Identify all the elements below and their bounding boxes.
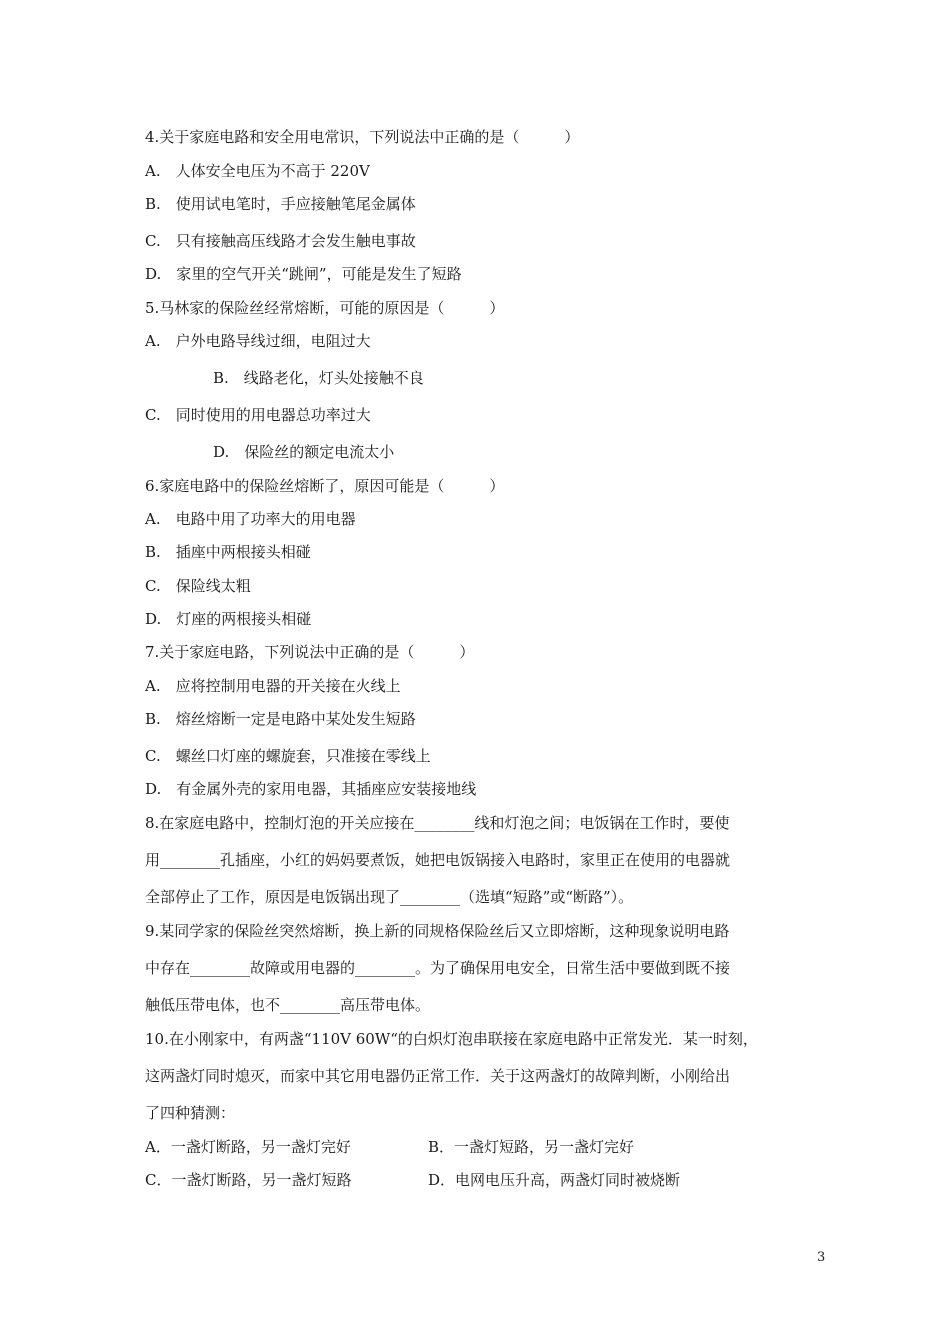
q5-option-d: D. 保险丝的额定电流太小	[213, 443, 395, 461]
q4-option-c: C. 只有接触高压线路才会发生触电事故	[145, 232, 416, 250]
q10-option-d: D．电网电压升高，两盏灯同时被烧断	[428, 1171, 681, 1189]
q5-option-a: A. 户外电路导线过细，电阻过大	[145, 332, 371, 350]
q8-line-1: 8.在家庭电路中，控制灯泡的开关应接在________线和灯泡之间；电饭锅在工作时，要使	[145, 814, 730, 832]
q9-line-1: 9.某同学家的保险丝突然熔断，换上新的同规格保险丝后又立即熔断，这种现象说明电路	[145, 922, 730, 940]
q6-option-d: D. 灯座的两根接头相碰	[145, 610, 312, 628]
q5-stem: 5.马林家的保险丝经常熔断，可能的原因是（ ）	[145, 299, 505, 317]
q10-line-2: 这两盏灯同时熄灭，而家中其它用电器仍正常工作．关于这两盏灯的故障判断，小刚给出	[145, 1067, 731, 1085]
q5-option-c: C. 同时使用的用电器总功率过大	[145, 406, 371, 424]
q7-option-b: B. 熔丝熔断一定是电路中某处发生短路	[145, 710, 416, 728]
q4-option-a: A. 人体安全电压为不高于 220V	[145, 162, 370, 180]
q8-line-3: 全部停止了工作，原因是电饭锅出现了________（选填“短路”或“断路”）。	[145, 888, 634, 906]
q6-option-b: B. 插座中两根接头相碰	[145, 543, 311, 561]
q8-line-2: 用________孔插座，小红的妈妈要煮饭，她把电饭锅接入电路时，家里正在使用的电器就	[145, 851, 731, 869]
q7-option-a: A. 应将控制用电器的开关接在火线上	[145, 677, 401, 695]
q7-stem: 7.关于家庭电路，下列说法中正确的是（ ）	[145, 643, 475, 661]
q7-option-d: D. 有金属外壳的家用电器，其插座应安装接地线	[145, 780, 477, 798]
q6-stem: 6.家庭电路中的保险丝熔断了，原因可能是（ ）	[145, 477, 505, 495]
q7-option-c: C. 螺丝口灯座的螺旋套，只准接在零线上	[145, 747, 431, 765]
q6-option-a: A. 电路中用了功率大的用电器	[145, 510, 356, 528]
q4-option-b: B. 使用试电笔时，手应接触笔尾金属体	[145, 195, 416, 213]
q6-option-c: C. 保险线太粗	[145, 577, 251, 595]
q9-line-3: 触低压带电体，也不________高压带电体。	[145, 996, 431, 1014]
q10-option-c: C．一盏灯断路，另一盏灯短路	[145, 1171, 352, 1189]
q10-option-a: A．一盏灯断路，另一盏灯完好	[145, 1138, 351, 1156]
q10-line-1: 10.在小刚家中，有两盏“110V 60W“的白炽灯泡串联接在家庭电路中正常发光．某一时刻，	[145, 1030, 758, 1048]
q9-line-2: 中存在________故障或用电器的________。为了确保用电安全，日常生活中要做到既不接	[145, 959, 731, 977]
page-number: 3	[817, 1250, 826, 1265]
q10-option-b: B．一盏灯短路，另一盏灯完好	[428, 1138, 635, 1156]
q5-option-b: B. 线路老化，灯头处接触不良	[213, 369, 424, 387]
q4-stem: 4.关于家庭电路和安全用电常识，下列说法中正确的是（ ）	[145, 128, 580, 146]
q4-option-d: D. 家里的空气开关“跳闸”，可能是发生了短路	[145, 265, 462, 283]
q10-line-3: 了四种猜测：	[145, 1104, 236, 1122]
